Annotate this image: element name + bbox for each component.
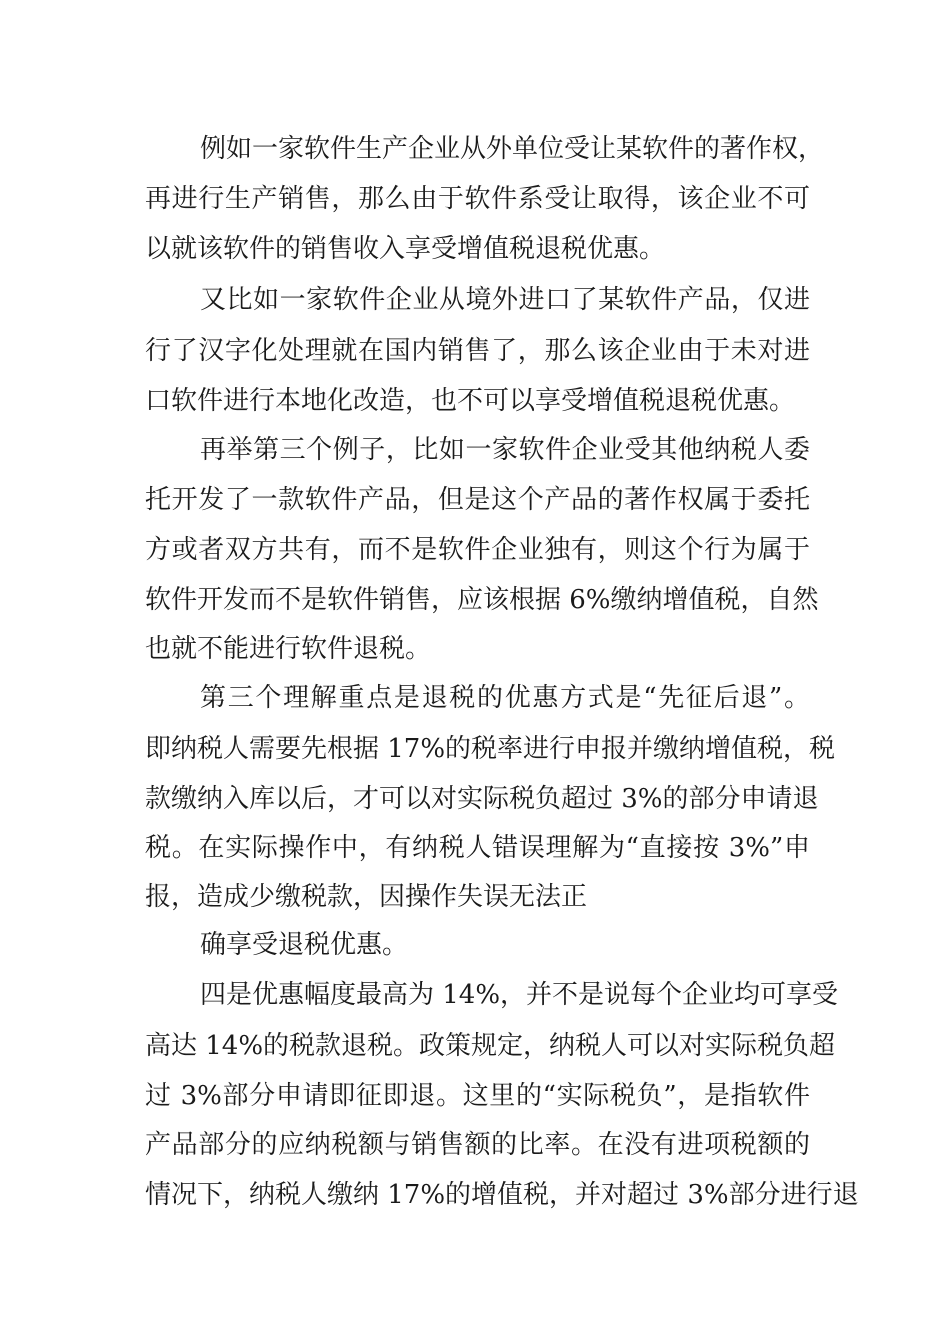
- paragraph-4-line-2: 即纳税人需要先根据 17%的税率进行申报并缴纳增值税，税: [145, 734, 836, 764]
- paragraph-4-line-5: 报，造成少缴税款，因操作失误无法正: [145, 882, 588, 912]
- paragraph-1-line-1: 例如一家软件生产企业从外单位受让某软件的著作权，: [200, 134, 825, 164]
- paragraph-3-line-2: 托开发了一款软件产品，但是这个产品的著作权属于委托: [145, 485, 810, 515]
- paragraph-3-line-3: 方或者双方共有，而不是软件企业独有，则这个行为属于: [145, 535, 810, 565]
- paragraph-1-line-3: 以就该软件的销售收入享受增值税退税优惠。: [145, 234, 666, 264]
- paragraph-3-line-5: 也就不能进行软件退税。: [145, 634, 432, 664]
- paragraph-6-line-3: 过 3%部分申请即征即退。这里的“实际税负”，是指软件: [145, 1081, 810, 1111]
- paragraph-5-line-1: 确享受退税优惠。: [200, 930, 409, 960]
- paragraph-4-line-1: 第三个理解重点是退税的优惠方式是“先征后退”。: [200, 683, 810, 713]
- paragraph-6-line-2: 高达 14%的税款退税。政策规定，纳税人可以对实际税负超: [145, 1031, 836, 1061]
- paragraph-6-line-1: 四是优惠幅度最高为 14%，并不是说每个企业均可享受: [200, 980, 839, 1010]
- paragraph-3-line-4: 软件开发而不是软件销售，应该根据 6%缴纳增值税，自然: [145, 585, 819, 615]
- paragraph-2-line-2: 行了汉字化处理就在国内销售了，那么该企业由于未对进: [145, 336, 810, 366]
- paragraph-2-line-1: 又比如一家软件企业从境外进口了某软件产品，仅进: [200, 285, 810, 315]
- paragraph-2-line-3: 口软件进行本地化改造，也不可以享受增值税退税优惠。: [145, 386, 796, 416]
- paragraph-3-line-1: 再举第三个例子，比如一家软件企业受其他纳税人委: [200, 435, 810, 465]
- paragraph-6-line-5: 情况下，纳税人缴纳 17%的增值税，并对超过 3%部分进行退: [145, 1180, 859, 1210]
- paragraph-1-line-2: 再进行生产销售，那么由于软件系受让取得，该企业不可: [145, 184, 810, 214]
- paragraph-6-line-4: 产品部分的应纳税额与销售额的比率。在没有进项税额的: [145, 1130, 810, 1160]
- paragraph-4-line-4: 税。在实际操作中，有纳税人错误理解为“直接按 3%”申: [145, 833, 810, 863]
- paragraph-4-line-3: 款缴纳入库以后，才可以对实际税负超过 3%的部分申请退: [145, 784, 819, 814]
